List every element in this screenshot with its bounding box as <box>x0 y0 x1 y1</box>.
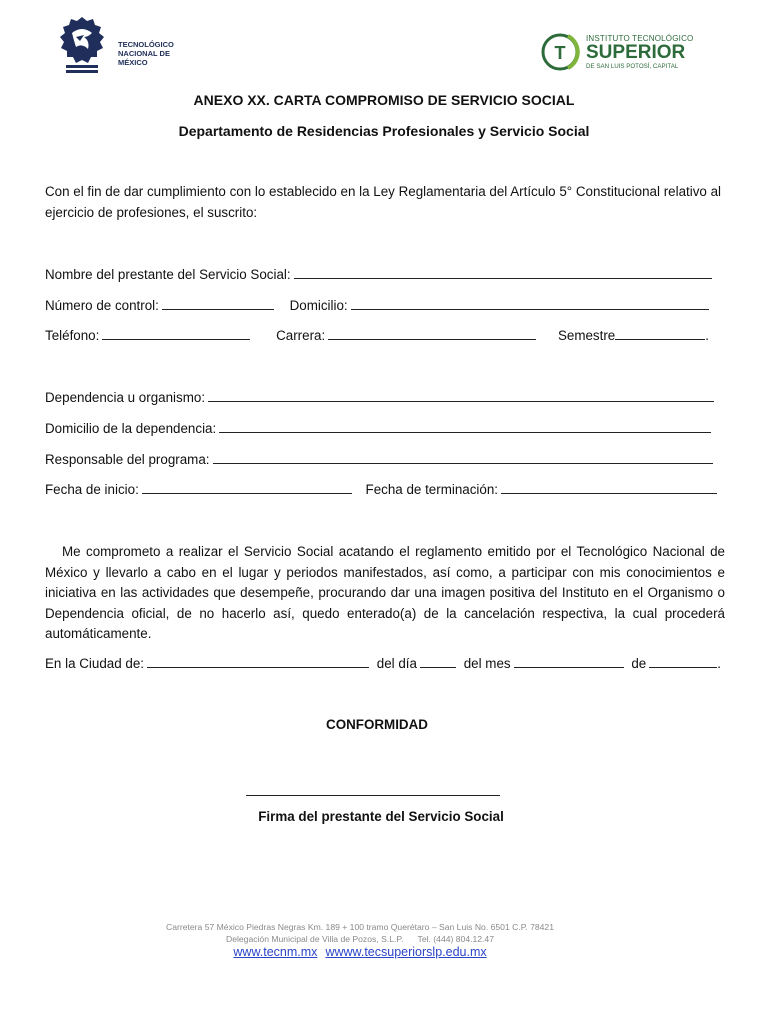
fecha-inicio-label: Fecha de inicio: <box>45 482 139 497</box>
carrera-blank[interactable] <box>328 326 536 340</box>
its-logo-top-text: INSTITUTO TECNOLÓGICO <box>586 34 694 43</box>
its-slp-logo <box>540 28 700 80</box>
tecnm-logo-line2: NACIONAL DE MÉXICO <box>118 49 170 67</box>
carrera-label: Carrera: <box>276 328 326 343</box>
tecnm-gear-eagle-icon <box>60 15 104 77</box>
ciudad-blank[interactable] <box>147 654 369 668</box>
its-slp-circle-icon <box>540 28 580 78</box>
field-row-domicilio-dependencia <box>45 419 711 436</box>
commitment-paragraph: Me comprometo a realizar el Servicio Social acatando el reglamento emitido por el Tecnológico Nacional de México y llevarlo a cabo en el lugar y periodos manifestados, así como, a participar con mis conocimientos e iniciativa en las actividades que desempeñe, procurando dar una imagen positiva del Instituto en el Organismo o Dependencia oficial, de no hacerlo así, quedo enterado(a) de la cancelación respectiva, la cual procederá automáticamente. <box>45 544 725 642</box>
fecha-inicio-blank[interactable] <box>142 480 352 494</box>
domicilio-blank[interactable] <box>351 296 709 310</box>
department-title: Departamento de Residencias Profesionales y Servicio Social <box>178 123 590 139</box>
tecnm-logo <box>60 15 190 79</box>
anio-blank[interactable] <box>649 654 717 668</box>
semestre-blank[interactable] <box>615 326 705 340</box>
anio-label: de <box>631 656 647 671</box>
domicilio-label: Domicilio: <box>289 298 348 313</box>
responsable-blank[interactable] <box>213 450 713 464</box>
dependencia-label: Dependencia u organismo: <box>45 390 206 405</box>
footer-address: Carretera 57 México Piedras Negras Km. 189 + 100 tramo Querétaro – San Luis No. 6501 C.P. 78421 <box>166 922 554 932</box>
telefono-blank[interactable] <box>102 326 250 340</box>
its-logo-sub-text: DE SAN LUIS POTOSÍ, CAPITAL <box>586 63 679 70</box>
numero-control-label: Número de control: <box>45 298 159 313</box>
footer-links <box>0 945 720 959</box>
annex-title: ANEXO XX. CARTA COMPROMISO DE SERVICIO SOCIAL <box>193 92 575 108</box>
domicilio-dependencia-blank[interactable] <box>219 419 711 433</box>
semestre-label: Semestre <box>557 328 616 343</box>
dia-label: del día <box>376 656 417 671</box>
tecnm-link[interactable]: www.tecnm.mx <box>233 945 318 959</box>
ciudad-label: En la Ciudad de: <box>45 656 145 671</box>
responsable-label: Responsable del programa: <box>45 452 210 467</box>
its-logo-main-text: SUPERIOR <box>586 42 686 63</box>
domicilio-dependencia-label: Domicilio de la dependencia: <box>45 421 217 436</box>
dependencia-blank[interactable] <box>208 388 714 402</box>
field-row-nombre <box>45 265 712 282</box>
field-row-telefono: Teléfono: Carrera: Semestre . <box>45 328 709 343</box>
fecha-terminacion-label: Fecha de terminación: <box>365 482 499 497</box>
signature-caption: Firma del prestante del Servicio Social <box>258 809 504 824</box>
tecsuperior-link[interactable]: wwww.tecsuperiorslp.edu.mx <box>325 945 487 959</box>
field-row-control <box>45 296 709 313</box>
svg-text:T: T <box>554 43 566 63</box>
intro-paragraph: Con el fin de dar cumplimiento con lo establecido en la Ley Reglamentaria del Artículo 5° Constitucional relativo al ejercicio de profesiones, el suscrito: <box>45 184 722 220</box>
field-row-fechas <box>45 480 717 497</box>
mes-label: del mes <box>463 656 511 671</box>
telefono-label: Teléfono: <box>45 328 100 343</box>
nombre-label: Nombre del prestante del Servicio Social: <box>45 267 291 282</box>
mes-blank[interactable] <box>514 654 624 668</box>
field-row-responsable <box>45 450 713 467</box>
footer-municipio: Delegación Municipal de Villa de Pozos, S.L.P. Tel. (444) 804.12.47 <box>225 934 494 944</box>
fecha-terminacion-blank[interactable] <box>501 480 717 494</box>
city-date-row: En la Ciudad de: del día del mes de . <box>45 656 721 671</box>
tecnm-logo-line1: TECNOLÓGICO <box>118 40 174 49</box>
numero-control-blank[interactable] <box>162 296 274 310</box>
conformidad-heading: CONFORMIDAD <box>326 717 428 732</box>
dia-blank[interactable] <box>420 654 456 668</box>
nombre-blank[interactable] <box>294 265 712 279</box>
field-row-dependencia <box>45 388 714 405</box>
signature-line[interactable] <box>246 795 500 796</box>
